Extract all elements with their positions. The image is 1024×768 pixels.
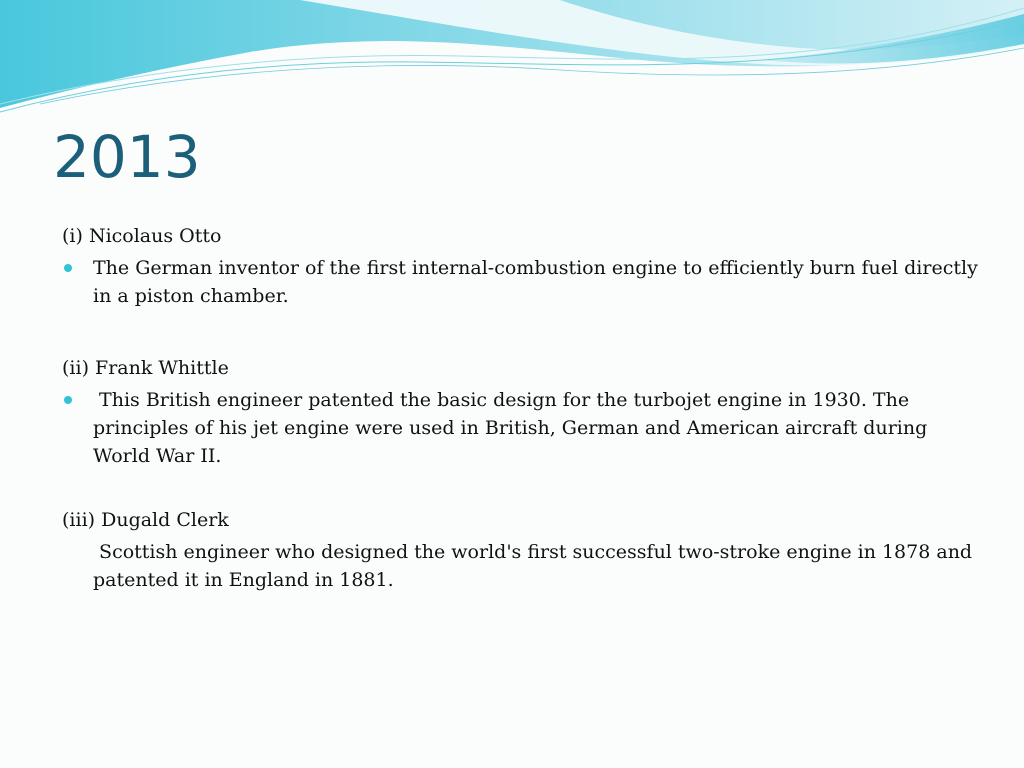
section-heading-clerk: (iii) Dugald Clerk [62,509,229,531]
decorative-wave-banner [0,0,1024,130]
bullet-dot-icon [64,396,72,404]
bullet-item-whittle [62,386,982,470]
spacer [62,310,982,354]
paragraph-clerk [62,538,982,594]
slide-title: 2013 [53,123,201,191]
bullet-dot-icon [64,264,72,272]
section-heading-whittle: (ii) Frank Whittle [62,357,229,379]
section-heading-otto: (i) Nicolaus Otto [62,225,222,247]
bullet-text-whittle-body: This British engineer patented the basic design for the turbojet engine in 1930. The principles of his jet engine were used in British, German and American aircraft during World War II. [93,389,928,467]
bullet-text-otto: The German inventor of the first internal-combustion engine to efficiently burn fuel directly in a piston chamber. [93,257,978,307]
paragraph-text-clerk: Scottish engineer who designed the world's first successful two-stroke engine in 1878 and patented it in England in 1881. [93,541,973,591]
bullet-item-otto [62,254,982,310]
spacer [62,470,982,506]
bullet-text-whittle [93,389,927,467]
slide-content [62,222,982,594]
